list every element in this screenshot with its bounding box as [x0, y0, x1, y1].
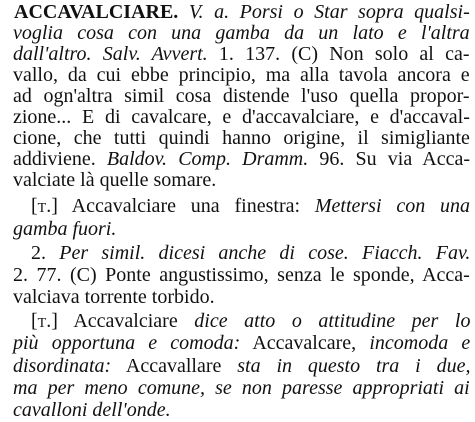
entry-text-run: voglia cosa con una gamba da un lato e l'altra [13, 22, 470, 44]
entry-line [13, 333, 470, 355]
entry-text-run [178, 1, 189, 23]
entry-text-run: ACCAVALCIARE. [14, 1, 179, 23]
entry-line [31, 243, 470, 265]
entry-text-run: 2. 77. (C) Ponte angustissimo, senza le sponde, Acca- [13, 264, 470, 286]
entry-text-run: ad ogn'altra simil cosa distende l'uso quella propor- [13, 85, 470, 107]
entry-text-run: incomoda e [369, 332, 471, 354]
entry-text-run: Mettersi con una [314, 195, 471, 217]
entry-text-run: Accavallare [111, 355, 238, 377]
entry-text-run: t. [37, 310, 52, 332]
entry-text-run: addiviene. [13, 148, 107, 170]
entry-line [13, 86, 470, 108]
entry-line [13, 356, 470, 378]
entry-text-run: più opportuna e comoda: [13, 332, 241, 354]
entry-line [13, 170, 216, 192]
entry-line [13, 378, 470, 400]
entry-line [13, 287, 215, 309]
entry-text-run: Per simil. dicesi anche di cose. Fiacch. Fav. [59, 242, 471, 264]
entry-text-run: valciate là quelle somare. [13, 169, 217, 191]
entry-line [13, 219, 116, 241]
entry-text-run: dall'altro. Salv. Avvert. [13, 43, 208, 65]
entry-text-run: vallo, da cui ebbe principio, ma alla tavola ancora e [13, 64, 470, 86]
entry-text-run: cavalloni dell'onde. [13, 399, 171, 421]
entry-text-run: ma per meno comune, se non paresse appropriati ai [13, 377, 470, 399]
entry-line [13, 44, 470, 66]
entry-text-run: valciava torrente torbido. [13, 286, 215, 308]
entry-text-run: [ [31, 310, 38, 332]
entry-line [13, 149, 470, 171]
entry-text-run: 96. Su via Acca- [308, 148, 470, 170]
entry-line [13, 23, 470, 45]
entry-text-run: 1. 137. (C) Non solo al ca- [207, 43, 470, 65]
entry-text-run: cione, che tutti quindi hanno origine, il simigliante [13, 127, 470, 149]
entry-line [13, 107, 470, 129]
entry-text-run: [ [31, 195, 38, 217]
entry-text-run: 2. [31, 242, 60, 264]
entry-text-run: V. a. Porsi o Star sopra qualsi- [188, 1, 470, 23]
entry-text-run: ] Accavalciare [51, 310, 195, 332]
entry-text-run: gamba fuori. [13, 218, 117, 240]
entry-text-run: sta in questo tra i due, [237, 355, 471, 377]
entry-line [31, 196, 470, 218]
entry-line [31, 311, 470, 333]
entry-line [14, 2, 470, 24]
entry-text-run: Accavalcare, [240, 332, 370, 354]
entry-text-run: zione... E di cavalcare, e d'accavalciare, e d'accaval- [13, 106, 470, 128]
entry-text-run: dice atto o attitudine per lo [194, 310, 471, 332]
entry-line [13, 65, 470, 87]
entry-line [13, 400, 171, 422]
entry-text-run: disordinata: [13, 355, 112, 377]
entry-text-run: t. [37, 195, 52, 217]
entry-text-run: Baldov. Comp. Dramm. [106, 148, 309, 170]
entry-text-run: ] Accavalciare una finestra: [51, 195, 315, 217]
entry-line [13, 128, 470, 150]
entry-line [13, 265, 470, 287]
